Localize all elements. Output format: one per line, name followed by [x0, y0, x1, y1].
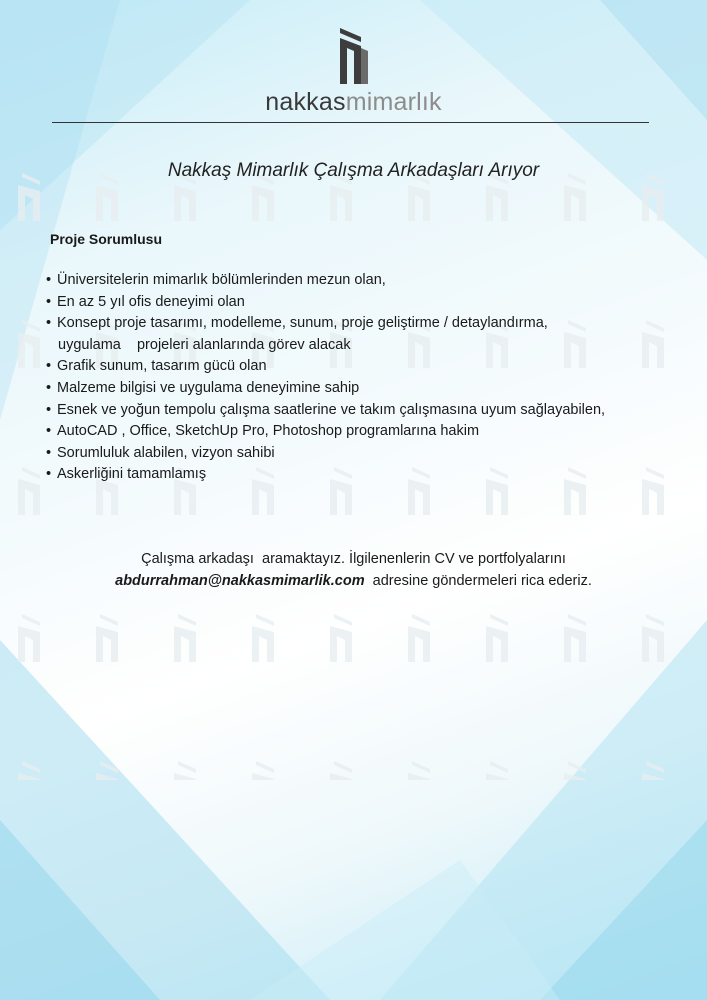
position-title: Proje Sorumlusu — [50, 231, 163, 247]
list-item-text: Konsept proje tasarımı, modelleme, sunum, proje geliştirme / detaylandırma, — [57, 315, 548, 332]
contact-line-2-text: adresine göndermeleri rica ederiz. — [364, 573, 592, 589]
requirements-list — [46, 270, 686, 486]
contact-line-2 — [0, 570, 707, 592]
list-item: • En az 5 yıl ofis deneyimi olan — [46, 292, 686, 314]
list-item: • Esnek ve yoğun tempolu çalışma saatlerine ve takım çalışmasına uyum sağlayabilen, — [46, 400, 686, 422]
email-link[interactable]: abdurrahman@nakkasmimarlik.com — [115, 573, 365, 589]
list-item: • Üniversitelerin mimarlık bölümlerinden mezun olan, — [46, 270, 686, 292]
brand-name — [0, 90, 707, 115]
list-item: • Grafik sunum, tasarım gücü olan — [46, 356, 686, 378]
page-title: Nakkaş Mimarlık Çalışma Arkadaşları Arıyor — [167, 160, 540, 181]
list-item: • AutoCAD , Office, SketchUp Pro, Photoshop programlarına hakim — [46, 421, 686, 443]
nm-monogram-icon — [339, 22, 369, 86]
list-item — [46, 313, 686, 356]
list-item: • Malzeme bilgisi ve uygulama deneyimine sahip — [46, 378, 686, 400]
contact-paragraph — [0, 548, 707, 592]
list-item: • Sorumluluk alabilen, vizyon sahibi — [46, 443, 686, 465]
contact-line-1: Çalışma arkadaşı aramaktayız. İlgilenenlerin CV ve portfolyalarını — [141, 551, 566, 567]
list-item: • Askerliğini tamamlamış — [46, 464, 686, 486]
brand-name-part1: nakkas — [265, 88, 346, 116]
brand-name-part2: mimarlık — [345, 88, 442, 116]
header-divider — [52, 122, 649, 123]
company-logo — [0, 22, 707, 115]
list-item-continuation: uygulama projeleri alanlarında görev alacak — [58, 336, 351, 353]
